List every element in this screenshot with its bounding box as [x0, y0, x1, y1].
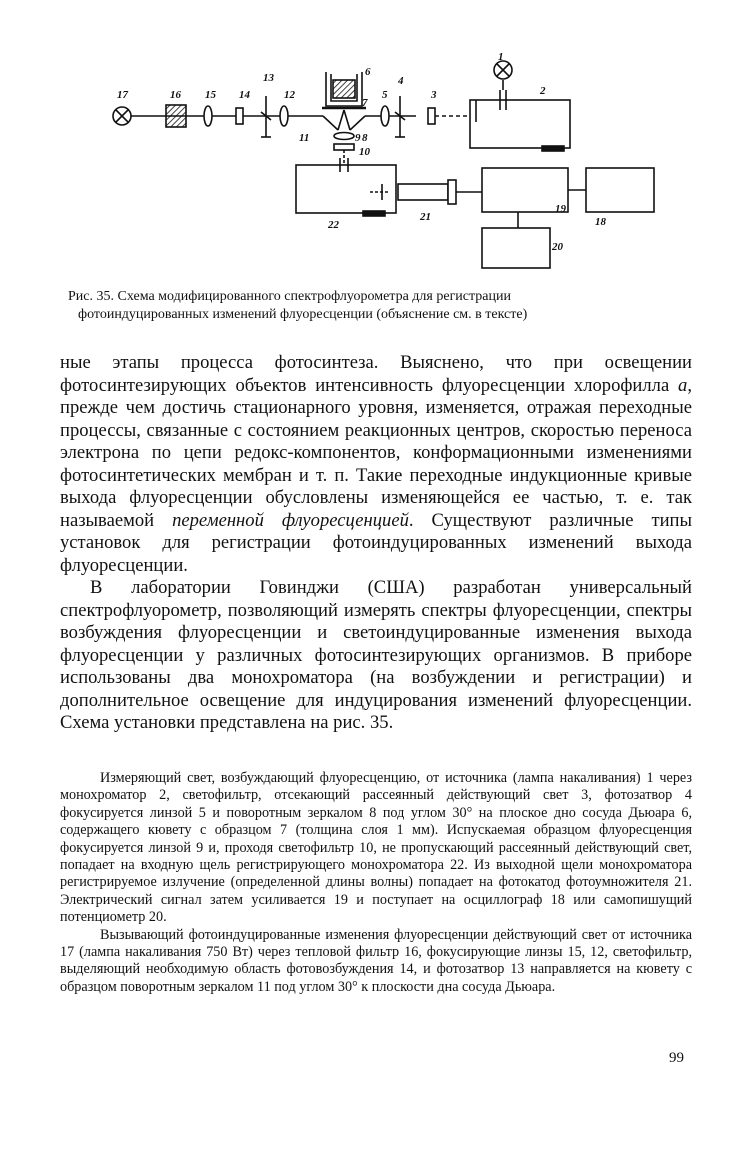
oscilloscope-18 — [586, 168, 654, 212]
heat-filter-16 — [166, 105, 186, 127]
monochromator-2 — [470, 100, 570, 148]
label-7: 7 — [362, 97, 368, 109]
label-14: 14 — [239, 89, 250, 101]
filter-14 — [236, 108, 243, 124]
label-5: 5 — [382, 89, 388, 101]
paragraph-1-part-b: , прежде чем достичь стационарного уровня, изменяется, отражая переходные процессы, связанные с состоянием реакционных центров, скоростью переноса электрона по цепи редокс-компонентов, конформационными изменениями фотосинтетических мембран и т. п. Такие переходные индукционные кривые выхода флуоресценции обусловлены изменяющейся ее частью, т. е. так называемой — [60, 374, 692, 531]
figure-caption — [68, 288, 698, 324]
monochromator-22 — [296, 165, 396, 213]
paragraph-2: В лаборатории Говинджи (США) разработан универсальный спектрофлуорометр, позволяющий измерять спектры флуоресценции, спектры возбуждения флуоресценции и светоиндуцированные изменения выхода флуоресценции у различных фотосинтезирующих организмов. В приборе использованы два монохроматора (на возбуждении и регистрации) и дополнительное освещение для индуцирования изменений флуоресценции. Схема установки представлена на рис. 35. — [60, 577, 692, 733]
label-16: 16 — [170, 89, 181, 101]
lens-5-icon — [381, 106, 389, 126]
label-11: 11 — [299, 132, 310, 144]
main-text — [60, 352, 692, 735]
label-22: 22 — [328, 219, 339, 231]
caption-line-1: Рис. 35. Схема модифицированного спектрофлуорометра для регистрации — [68, 289, 511, 304]
small-print-explanation — [60, 770, 692, 996]
variable-fluorescence-term: переменной флуоресценцией — [172, 509, 409, 531]
label-15: 15 — [205, 89, 216, 101]
label-20: 20 — [552, 241, 563, 253]
paragraph-1-part-a: ные этапы процесса фотосинтеза. Выяснено, что при освещении фотосинтезирующих объектов интенсивность флуоресценции хлорофилла — [60, 352, 692, 396]
lens-15-icon — [204, 106, 212, 126]
page-number: 99 — [669, 1050, 684, 1066]
label-18: 18 — [595, 216, 606, 228]
label-10: 10 — [359, 146, 370, 158]
filter-10 — [334, 144, 354, 150]
caption-line-2: фотоиндуцированных изменений флуоресценции (объяснение см. в тексте) — [78, 307, 528, 322]
label-12: 12 — [284, 89, 295, 101]
lens-9-icon — [334, 133, 354, 140]
label-21: 21 — [420, 211, 431, 223]
chlorophyll-a-italic: а — [678, 374, 688, 396]
paragraph-3: Измеряющий свет, возбуждающий флуоресценцию, от источника (лампа накаливания) 1 через монохроматор 2, светофильтр, отсекающий рассеянный действующий свет 3, фотозатвор 4 фокусируется линзой 5 и поворотным зеркалом 8 под углом 30° на плоское дно сосуда Дьюара 6, содержащего кювету с образцом 7 (толщина слоя 1 мм). Испускаемая образцом флуоресценция фокусируется линзой 9 и, проходя светофильтр 10, не пропускающий рассеянный действующий свет, попадает на входную щель регистрирующего монохроматора 22. Из выходной щели монохроматора регистрируемое излучение (определенной длины волны) попадает на фотокатод фотоумножителя 21. Электрический сигнал затем усиливается 19 и поступает на осциллограф 18 или самопишущий потенциометр 20. — [60, 770, 692, 926]
label-13: 13 — [263, 72, 274, 84]
label-17: 17 — [117, 89, 128, 101]
lens-12-icon — [280, 106, 288, 126]
paragraph-4: Вызывающий фотоиндуцированные изменения флуоресценции действующий свет от источника 17 (лампа накаливания 750 Вт) через тепловой фильтр 16, фокусирующие линзы 15, 12, светофильтр, выделяющий необходимую область фотовозбуждения 14, и фотозатвор 13 направляется на кювету с образцом поворотным зеркалом 11 под углом 30° к плоскости дна сосуда Дьюара. — [60, 926, 692, 995]
recorder-20 — [482, 228, 550, 268]
label-8: 8 — [362, 132, 368, 144]
label-9: 9 — [355, 132, 361, 144]
filter-3 — [428, 108, 435, 124]
photomultiplier-21 — [398, 184, 448, 200]
label-19: 19 — [555, 203, 566, 215]
spectrofluorometer-diagram — [100, 50, 700, 280]
label-6: 6 — [365, 66, 371, 78]
paragraph-1-part-c: . Существуют различные типы установок для регистрации фотоиндуцированных изменений выхода флуоресценции. — [60, 509, 692, 576]
label-1: 1 — [498, 51, 504, 63]
paragraph-1 — [60, 352, 692, 577]
label-3: 3 — [431, 89, 437, 101]
label-4: 4 — [398, 75, 404, 87]
label-2: 2 — [540, 85, 546, 97]
